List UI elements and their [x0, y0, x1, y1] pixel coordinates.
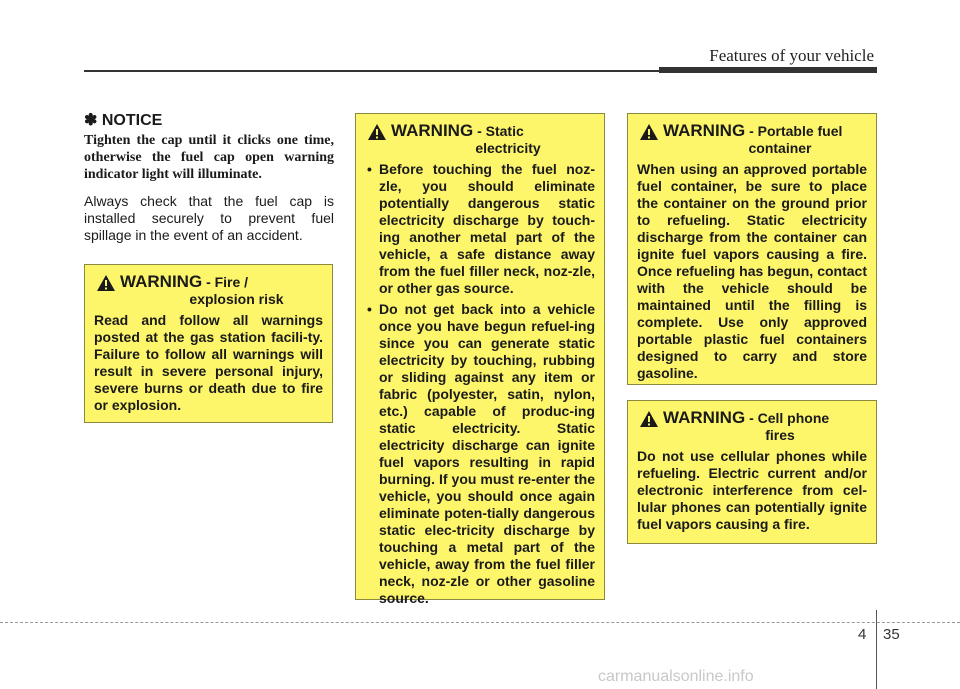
warning-label: WARNING [391, 121, 474, 140]
warning-subtitle: - Cell phone [749, 410, 830, 426]
notice-title: ✽ NOTICE [84, 112, 163, 129]
warning-subtitle: - Fire / [206, 274, 249, 290]
warning-static-box [355, 113, 605, 606]
chapter-number: 4 [858, 626, 867, 643]
notice-text: Tighten the cap until it clicks one time, otherwise the fuel cap open warning indicator light will illuminate. [84, 133, 334, 182]
warning-static-header [365, 122, 595, 157]
section-title: Features of your vehicle [709, 46, 874, 65]
bullet: • [367, 301, 372, 317]
warning-label: WARNING [120, 272, 203, 291]
watermark: carmanualsonline.info [598, 668, 754, 685]
list-item-text: Do not get back into a vehicle once you have begun refuel-ing since you can generate static electricity by touching, rubbing or sliding against any item or fabric (polyester, satin, nylon, etc.) capable of produc-ing static electricity. Static electricity discharge can ignite fuel vapors resulting in rapid burning. If you must re-enter the vehicle, you should once again eliminate poten-tially dangerous static elec-tricity discharge by touching a metal part of the vehicle, away from the fuel filler neck, noz-zle or other gasoline source. [379, 301, 595, 606]
warning-portable-box [627, 113, 877, 385]
warning-phone-text: Do not use cellular phones while refueling. Electric current and/or electronic interference from cel-lular phones can potentially ignite fuel vapors causing a fire. [637, 448, 867, 532]
warning-portable-header [637, 122, 867, 157]
warning-fire-text: Read and follow all warnings posted at the gas station facili-ty. Failure to follow all warnings will result in severe personal injury, severe burns or death due to fire or explosion. [94, 312, 323, 413]
list-item-text: Before touching the fuel noz-zle, you should eliminate potentially dangerous static electricity discharge by touch-ing another metal part of the vehicle, a safe distance away from the fuel filler neck, noz-zle, or other gas source. [379, 161, 595, 296]
warning-triangle-icon [639, 123, 659, 141]
notice-block [84, 110, 334, 244]
warning-label: WARNING [663, 408, 746, 427]
list-item [365, 301, 595, 607]
footer-rule [0, 622, 960, 623]
warning-fire-box [84, 264, 333, 423]
warning-triangle-icon [367, 123, 387, 141]
warning-fire-header [94, 273, 323, 308]
warning-subtitle-cont: explosion risk [189, 291, 284, 307]
header-rule [84, 70, 659, 72]
warning-subtitle: - Portable fuel [749, 123, 843, 139]
warning-static-list [365, 161, 595, 607]
list-item [365, 161, 595, 297]
header-rule-accent [659, 67, 877, 73]
page-number: 35 [883, 626, 900, 643]
warning-subtitle-cont: electricity [475, 140, 541, 156]
warning-portable-text: When using an approved portable fuel container, be sure to place the container on the ground prior to refueling. Static electricity discharge from the container can ignite fuel vapors causing a fire. Once refueling has begun, contact with the vehicle should be maintained until the filling is complete. Use only approved portable plastic fuel containers designed to carry and store gasoline. [637, 161, 867, 381]
bullet: • [367, 161, 372, 177]
warning-label: WARNING [663, 121, 746, 140]
warning-triangle-icon [639, 410, 659, 428]
page-number-separator [876, 610, 877, 689]
warning-phone-header [637, 409, 867, 444]
warning-subtitle: - Static [477, 123, 524, 139]
warning-phone-box [627, 400, 877, 544]
warning-triangle-icon [96, 274, 116, 292]
warning-subtitle-cont: fires [765, 427, 795, 443]
warning-subtitle-cont: container [748, 140, 812, 156]
notice-body: Always check that the fuel cap is installed securely to prevent fuel spillage in the event of an accident. [84, 193, 334, 243]
